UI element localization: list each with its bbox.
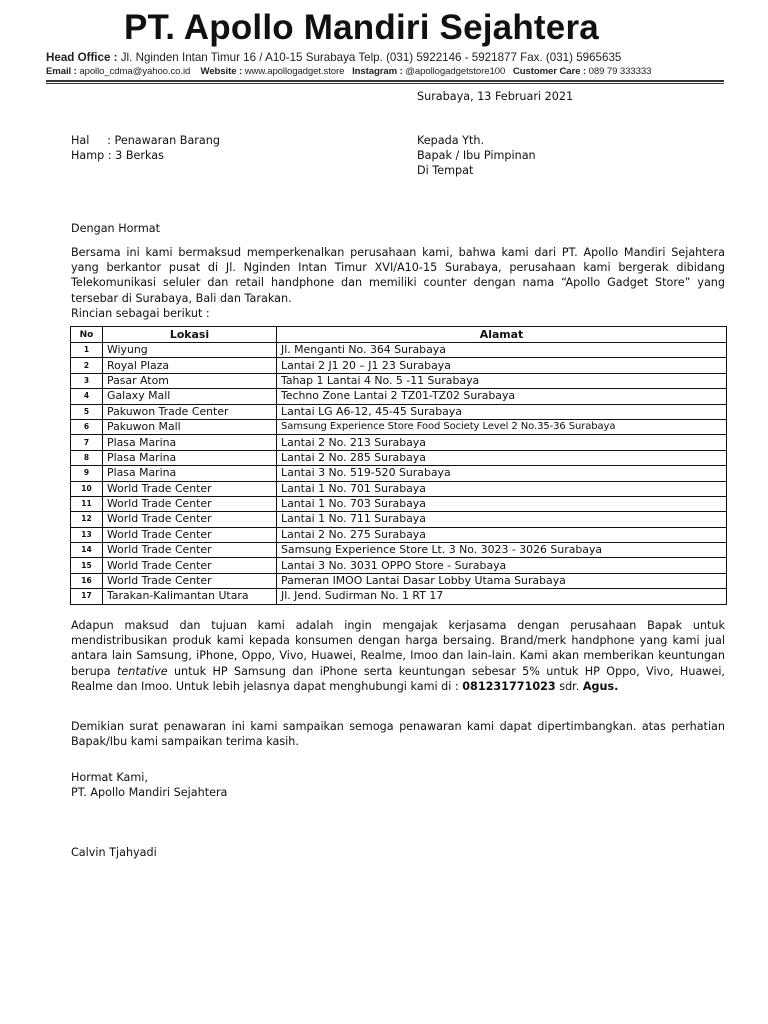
row-no: 6 (71, 419, 103, 434)
table-row (71, 512, 727, 527)
table-row (71, 419, 727, 434)
table-row (71, 343, 727, 358)
table-row (71, 389, 727, 404)
row-alamat: Lantai 1 No. 701 Surabaya (277, 481, 727, 496)
customer-care-value: 089 79 333333 (588, 66, 652, 77)
row-lokasi: Wiyung (103, 343, 277, 358)
head-office-address: Jl. Nginden Intan Timur 16 / A10-15 Surabaya Telp. (031) 5922146 - 5921877 Fax. (031) 5965635 (120, 51, 622, 64)
company-name: PT. Apollo Mandiri Sejahtera (124, 8, 599, 47)
intro-text: Bersama ini kami bermaksud memperkenalkan perusahaan kami, bahwa kami dari PT. Apollo Mandiri Sejahtera yang berkantor pusat di Jl. Nginden Intan Timur XVI/A10-15 Surabaya, perusahaan kami bergerak dibidang Telekomunikasi seluler dan retail handphone dan memiliki counter dengan nama “Apollo Gadget Store” yang tersebar di Surabaya, Bali dan Tarakan. (71, 246, 725, 305)
header-divider (46, 80, 724, 82)
letter-date: Surabaya, 13 Februari 2021 (417, 90, 574, 103)
row-lokasi: Pakuwon Trade Center (103, 404, 277, 419)
row-lokasi: Plasa Marina (103, 450, 277, 465)
row-no: 2 (71, 358, 103, 373)
offer-text-2: untuk HP Samsung dan iPhone serta keuntungan sebesar 5% untuk HP Oppo, Vivo, Huawei, Realme dan Imoo. Untuk lebih jelasnya dapat menghubungi kami di : (71, 664, 725, 693)
row-lokasi: World Trade Center (103, 512, 277, 527)
table-row (71, 558, 727, 573)
row-no: 12 (71, 512, 103, 527)
recipient-line-3: Di Tempat (417, 164, 474, 177)
row-no: 5 (71, 404, 103, 419)
greeting: Dengan Hormat (71, 222, 160, 235)
offer-text-1: Adapun maksud dan tujuan kami adalah ingin mengajak kerjasama dengan perusahaan Bapak untuk mendistribusikan produk kami kepada konsumen dengan harga bersaing. Brand/merk handphone yang kami jual antara lain Samsung, iPhone, Oppo, Vivo, Huawei, Realme, Imoo dan lain-lain. Kami akan memberikan keuntungan berupa (71, 619, 725, 678)
row-lokasi: Plasa Marina (103, 466, 277, 481)
contact-name: Agus. (582, 679, 619, 693)
row-no: 11 (71, 496, 103, 511)
row-alamat: Lantai 1 No. 711 Surabaya (277, 512, 727, 527)
website-label: Website : (200, 66, 243, 77)
row-alamat: Lantai 2 No. 285 Surabaya (277, 450, 727, 465)
row-alamat: Lantai 2 No. 275 Surabaya (277, 527, 727, 542)
row-alamat: Pameran IMOO Lantai Dasar Lobby Utama Surabaya (277, 573, 727, 588)
contact-phone: 081231771023 (462, 679, 556, 693)
table-row (71, 404, 727, 419)
row-alamat: Tahap 1 Lantai 4 No. 5 -11 Surabaya (277, 373, 727, 388)
row-lokasi: Tarakan-Kalimantan Utara (103, 589, 277, 604)
header-no: No (71, 327, 103, 343)
table-row (71, 481, 727, 496)
signoff-company: PT. Apollo Mandiri Sejahtera (71, 786, 228, 799)
row-alamat: Lantai LG A6-12, 45-45 Surabaya (277, 404, 727, 419)
table-row (71, 466, 727, 481)
table-row (71, 527, 727, 542)
row-no: 1 (71, 343, 103, 358)
header-lokasi: Lokasi (103, 327, 277, 343)
table-row (71, 450, 727, 465)
row-alamat: Lantai 1 No. 703 Surabaya (277, 496, 727, 511)
intro-paragraph (71, 245, 725, 321)
row-alamat: Lantai 3 No. 519-520 Surabaya (277, 466, 727, 481)
email-label: Email : (46, 66, 77, 77)
table-row (71, 435, 727, 450)
contact-line (46, 66, 724, 78)
row-no: 3 (71, 373, 103, 388)
recipient-line-1: Kepada Yth. (417, 134, 484, 147)
recipient-line-2: Bapak / Ibu Pimpinan (417, 149, 536, 162)
instagram-label: Instagram : (352, 66, 403, 77)
email-value: apollo_cdma@yahoo.co.id (79, 66, 191, 77)
row-alamat: Samsung Experience Store Food Society Level 2 No.35-36 Surabaya (277, 419, 727, 434)
signoff-line-1: Hormat Kami, (71, 771, 148, 784)
closing-paragraph: Demikian surat penawaran ini kami sampaikan semoga penawaran kami dapat dipertimbangkan. atas perhatian Bapak/Ibu kami sampaikan terima kasih. (71, 720, 725, 749)
offer-paragraph (71, 618, 725, 694)
letterhead (0, 0, 768, 86)
header-alamat: Alamat (277, 327, 727, 343)
location-table (70, 326, 727, 605)
row-no: 17 (71, 589, 103, 604)
row-lokasi: Royal Plaza (103, 358, 277, 373)
offer-text-3: sdr. (555, 679, 583, 693)
row-no: 13 (71, 527, 103, 542)
customer-care-label: Customer Care : (512, 66, 587, 77)
row-no: 14 (71, 543, 103, 558)
table-row (71, 589, 727, 604)
table-header-row (71, 327, 727, 343)
row-lokasi: Pakuwon Mall (103, 419, 277, 434)
row-alamat: Samsung Experience Store Lt. 3 No. 3023 - 3026 Surabaya (277, 543, 727, 558)
attachment-line: Hamp : 3 Berkas (71, 149, 164, 162)
row-lokasi: World Trade Center (103, 573, 277, 588)
row-lokasi: Pasar Atom (103, 373, 277, 388)
header-divider-thin (46, 83, 724, 84)
table-row (71, 573, 727, 588)
row-lokasi: World Trade Center (103, 527, 277, 542)
table-row (71, 496, 727, 511)
row-alamat: Lantai 3 No. 3031 OPPO Store - Surabaya (277, 558, 727, 573)
row-alamat: Techno Zone Lantai 2 TZ01-TZ02 Surabaya (277, 389, 727, 404)
row-alamat: Lantai 2 No. 213 Surabaya (277, 435, 727, 450)
row-alamat: Jl. Jend. Sudirman No. 1 RT 17 (277, 589, 727, 604)
row-no: 15 (71, 558, 103, 573)
row-alamat: Jl. Menganti No. 364 Surabaya (277, 343, 727, 358)
instagram-value: @apollogadgetstore100 (405, 66, 506, 77)
row-lokasi: World Trade Center (103, 543, 277, 558)
row-alamat: Lantai 2 J1 20 – J1 23 Surabaya (277, 358, 727, 373)
intro-tail: Rincian sebagai berikut : (71, 306, 210, 320)
row-no: 16 (71, 573, 103, 588)
row-lokasi: World Trade Center (103, 558, 277, 573)
row-no: 8 (71, 450, 103, 465)
offer-tentative: tentative (117, 664, 168, 678)
signer-name: Calvin Tjahyadi (71, 846, 157, 859)
row-lokasi: Galaxy Mall (103, 389, 277, 404)
row-lokasi: Plasa Marina (103, 435, 277, 450)
row-no: 9 (71, 466, 103, 481)
row-no: 7 (71, 435, 103, 450)
head-office-label: Head Office : (46, 51, 118, 64)
row-lokasi: World Trade Center (103, 481, 277, 496)
website-value: www.apollogadget.store (244, 66, 345, 77)
table-row (71, 543, 727, 558)
row-no: 4 (71, 389, 103, 404)
head-office-line (46, 51, 724, 65)
subject-line: Hal : Penawaran Barang (71, 134, 220, 147)
row-no: 10 (71, 481, 103, 496)
table-row (71, 358, 727, 373)
table-row (71, 373, 727, 388)
row-lokasi: World Trade Center (103, 496, 277, 511)
